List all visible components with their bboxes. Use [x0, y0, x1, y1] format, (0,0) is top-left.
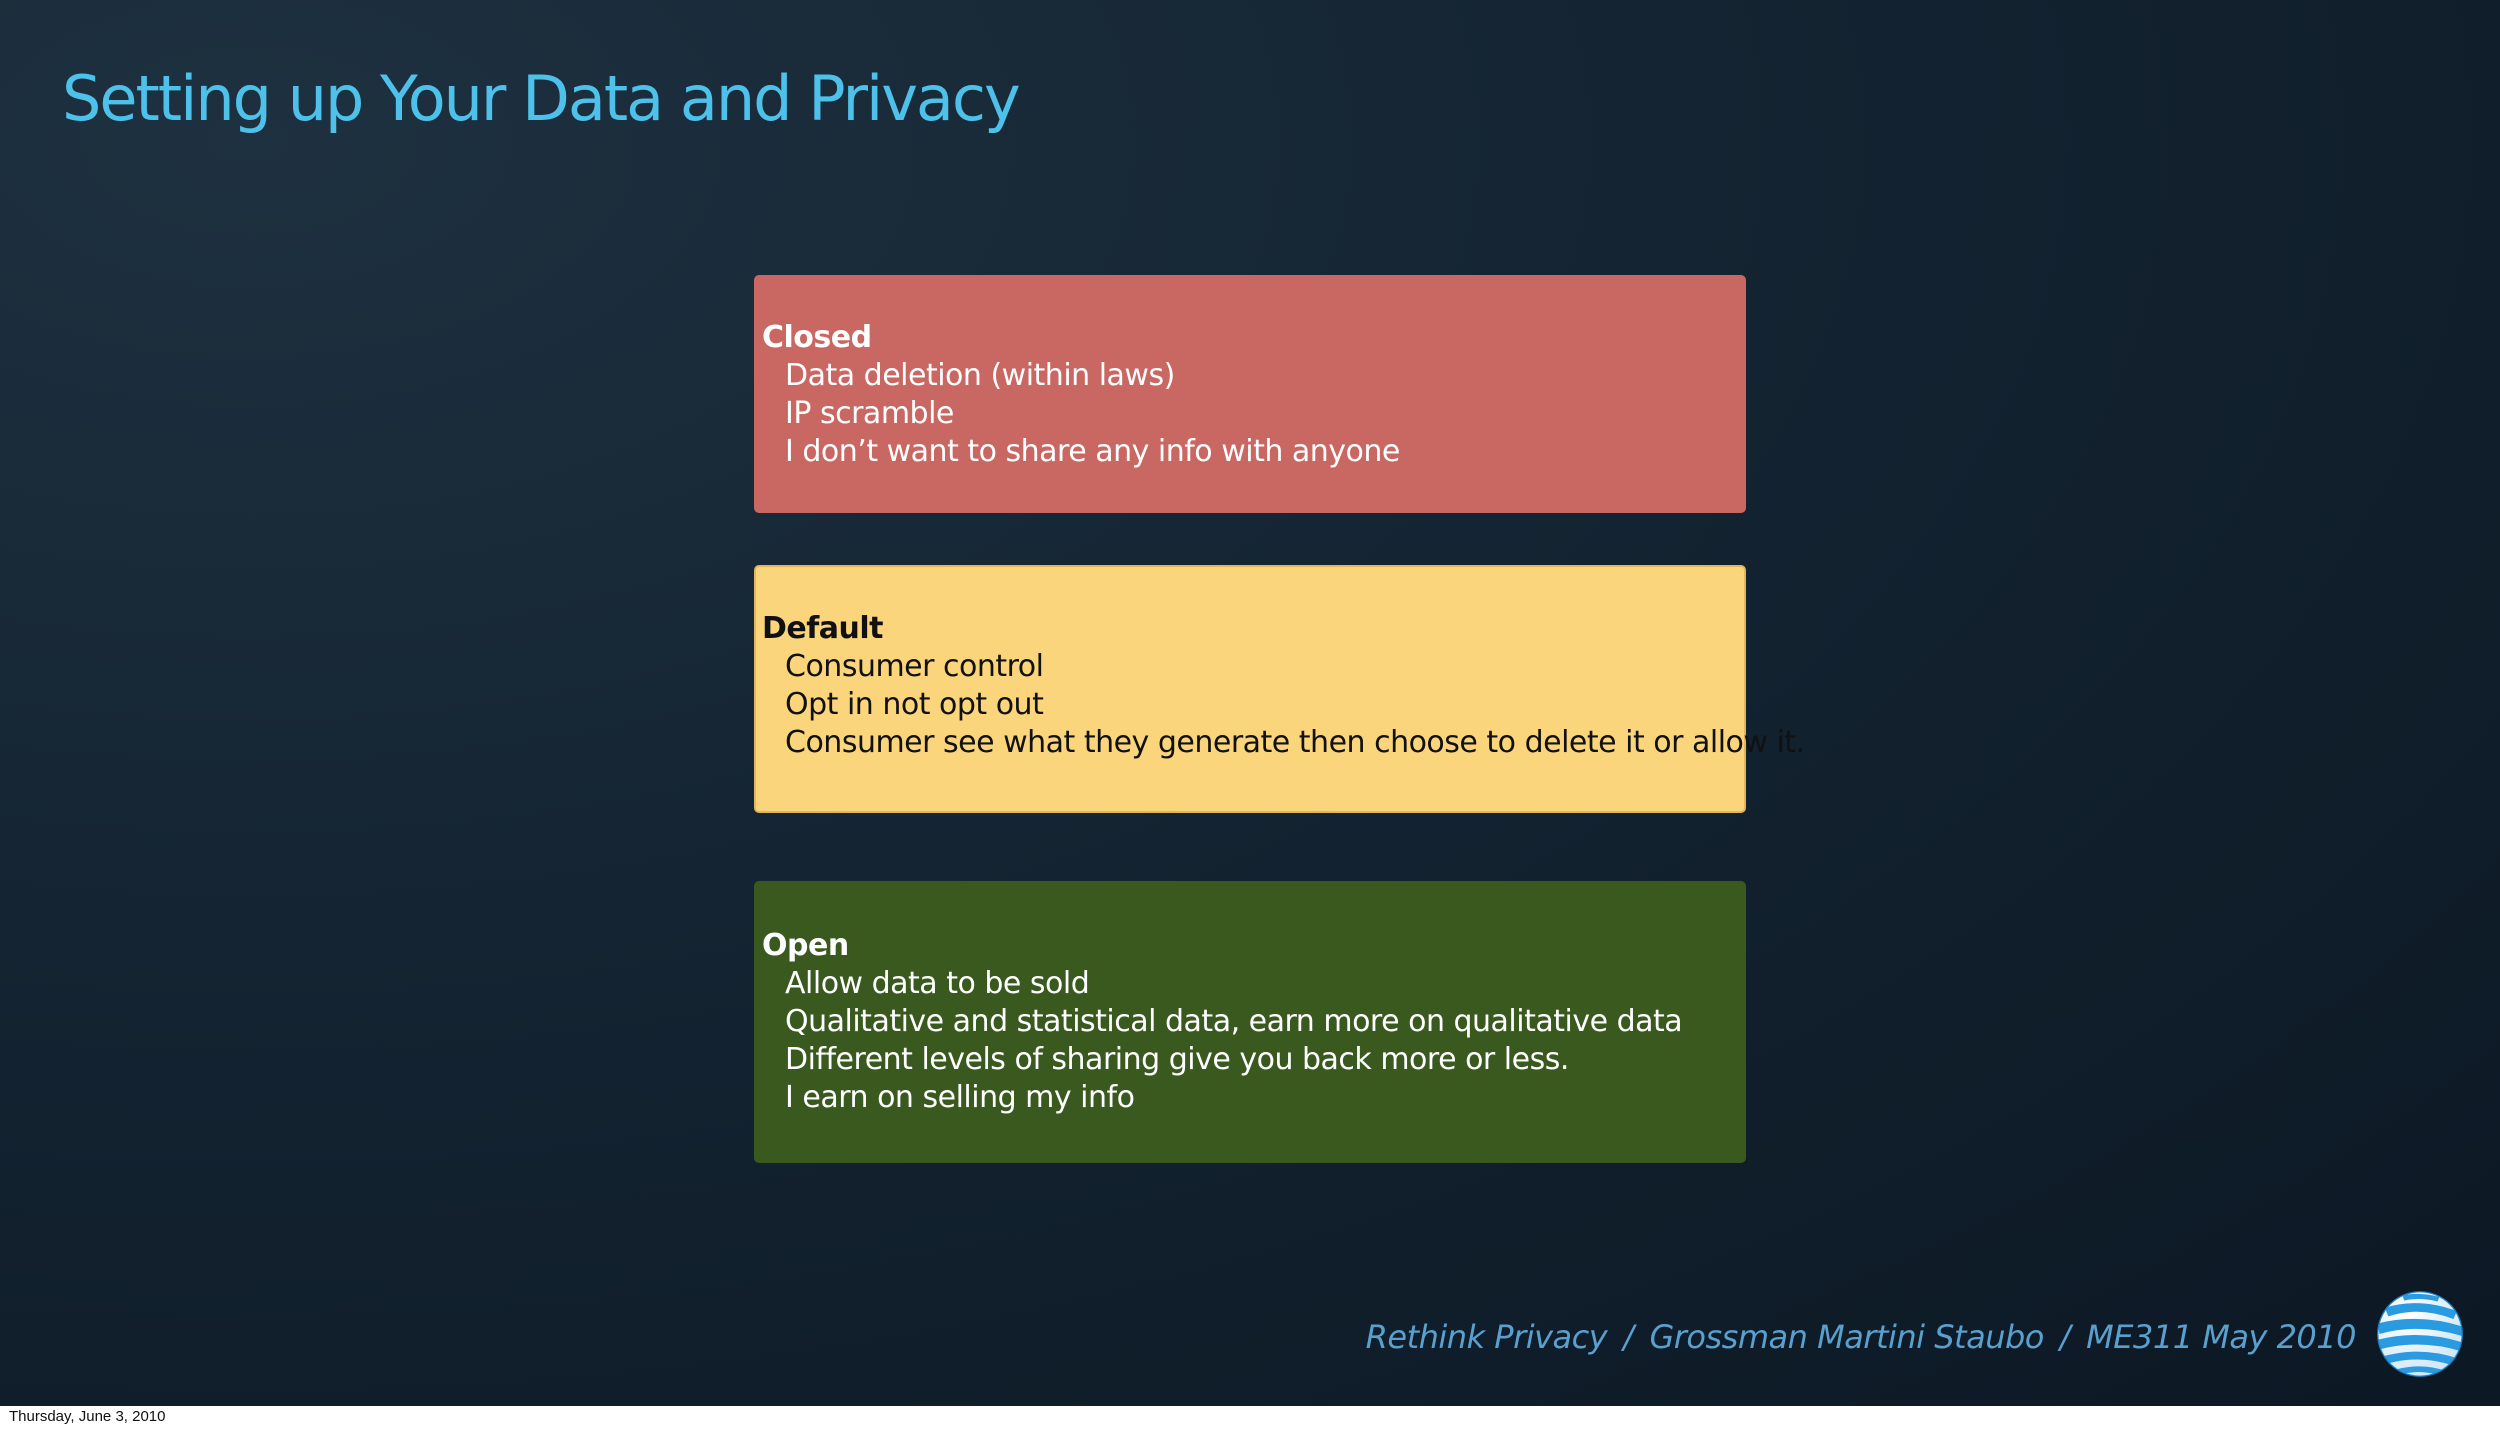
default-item: Opt in not opt out: [785, 687, 1044, 722]
closed-heading: Closed: [762, 320, 872, 355]
default-section: [754, 565, 1805, 813]
default-item: Consumer control: [785, 649, 1044, 684]
open-heading: Open: [762, 928, 849, 963]
default-heading: Default: [762, 611, 884, 646]
open-item: Qualitative and statistical data, earn more on qualitative data: [785, 1004, 1683, 1039]
open-section: [754, 881, 1746, 1163]
closed-section: [754, 275, 1746, 513]
date-stamp: Thursday, June 3, 2010: [9, 1408, 166, 1425]
open-item: Allow data to be sold: [785, 966, 1090, 1001]
footer-project: Rethink Privacy: [1365, 1318, 1608, 1356]
closed-item: I don’t want to share any info with anyone: [785, 434, 1400, 469]
open-item: Different levels of sharing give you back more or less.: [785, 1042, 1569, 1077]
open-item: I earn on selling my info: [785, 1080, 1135, 1115]
footer-authors: Grossman Martini Staubo: [1649, 1318, 2044, 1356]
closed-item: IP scramble: [785, 396, 954, 431]
slide-title: Setting up Your Data and Privacy: [62, 62, 1019, 135]
closed-item: Data deletion (within laws): [785, 358, 1175, 393]
default-item: Consumer see what they generate then choose to delete it or allow it.: [785, 725, 1805, 760]
slide-footer: [1366, 1318, 2356, 1356]
footer-separator: /: [1623, 1318, 1634, 1356]
footer-course: ME311 May 2010: [2086, 1318, 2356, 1356]
footer-separator: /: [2059, 1318, 2071, 1356]
att-globe-icon: [2376, 1290, 2464, 1378]
